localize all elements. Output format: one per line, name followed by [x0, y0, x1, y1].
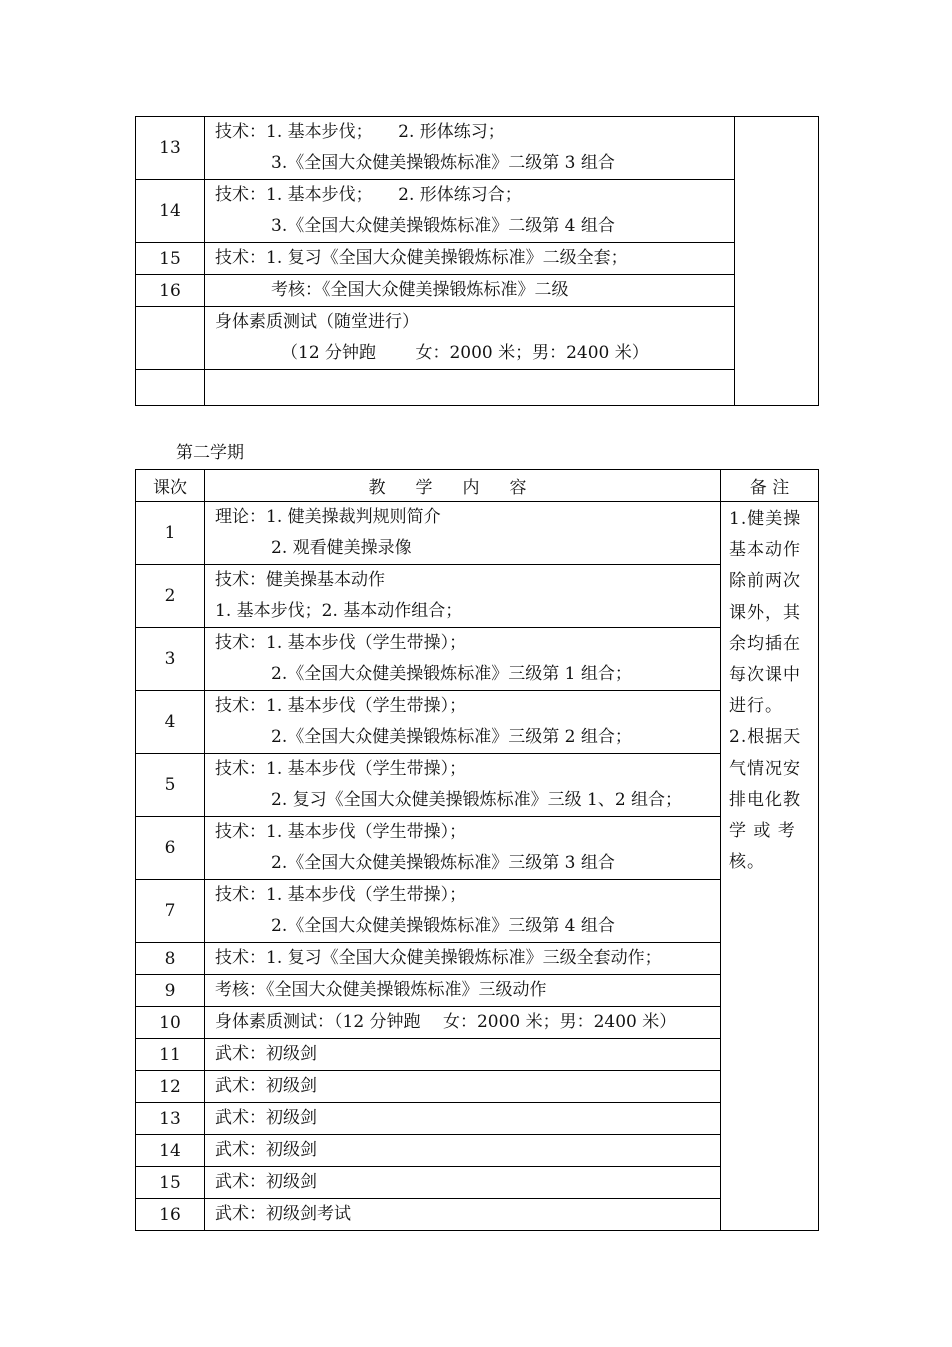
table-row	[136, 1199, 819, 1231]
table-row	[136, 691, 819, 754]
lesson-content	[205, 691, 721, 754]
table-row	[136, 628, 819, 691]
lesson-number	[136, 370, 205, 406]
table-row	[136, 1007, 819, 1039]
lesson-content	[205, 1167, 721, 1199]
table-row	[136, 754, 819, 817]
lesson-content	[205, 1039, 721, 1071]
content-line: 武术：初级剑	[215, 1172, 317, 1192]
lesson-number: 11	[136, 1039, 205, 1071]
content-line: 技术：1. 基本步伐（学生带操）；	[215, 822, 467, 842]
table-row	[136, 275, 819, 307]
lesson-content	[205, 502, 721, 565]
content-line: 2.《全国大众健美操锻炼标准》三级第 1 组合；	[271, 664, 632, 684]
content-line: 技术：1. 基本步伐（学生带操）；	[215, 885, 467, 905]
lesson-content	[205, 1135, 721, 1167]
content-line: 技术：1. 基本步伐； 2. 形体练习合；	[215, 185, 522, 205]
lesson-number: 2	[136, 565, 205, 628]
table-row	[136, 307, 819, 370]
lesson-number: 5	[136, 754, 205, 817]
table-row	[136, 1135, 819, 1167]
lesson-content	[205, 975, 721, 1007]
lesson-content	[205, 243, 735, 275]
lesson-content	[205, 370, 735, 406]
content-line: 技术：健美操基本动作	[215, 570, 385, 590]
lesson-content	[205, 275, 735, 307]
lesson-content	[205, 307, 735, 370]
lesson-content	[205, 880, 721, 943]
lesson-number: 4	[136, 691, 205, 754]
content-line: 武术：初级剑	[215, 1108, 317, 1128]
lesson-number: 8	[136, 943, 205, 975]
header-remark: 备 注	[721, 470, 819, 502]
table-row	[136, 1039, 819, 1071]
lesson-number: 10	[136, 1007, 205, 1039]
content-line: 技术：1. 基本步伐（学生带操）；	[215, 633, 467, 653]
lesson-number: 9	[136, 975, 205, 1007]
lesson-content	[205, 754, 721, 817]
lesson-content	[205, 180, 735, 243]
table-header	[136, 470, 819, 502]
header-content: 教学内容	[205, 470, 721, 502]
lesson-content	[205, 817, 721, 880]
content-line: 技术：1. 复习《全国大众健美操锻炼标准》三级全套动作；	[215, 948, 662, 968]
table-row	[136, 117, 819, 180]
remark-line: 学 或 考	[729, 821, 796, 842]
remark-line: 每次课中	[729, 665, 801, 686]
lesson-number: 14	[136, 1135, 205, 1167]
content-line: 理论：1. 健美操裁判规则简介	[215, 507, 441, 527]
content-line: 2. 复习《全国大众健美操锻炼标准》三级 1、2 组合；	[271, 790, 683, 810]
remark-line: 排电化教	[729, 789, 801, 810]
remark-line: 1.健美操	[729, 509, 802, 529]
table-row	[136, 1103, 819, 1135]
content-line: 2.《全国大众健美操锻炼标准》三级第 4 组合	[271, 916, 615, 936]
lesson-content	[205, 1199, 721, 1231]
lesson-number: 6	[136, 817, 205, 880]
lesson-number: 15	[136, 243, 205, 275]
content-line: 技术：1. 基本步伐； 2. 形体练习；	[215, 122, 505, 142]
content-line: 考核：《全国大众健美操锻炼标准》三级动作	[215, 980, 547, 1000]
table-row	[136, 243, 819, 275]
remark-line: 核。	[729, 852, 765, 873]
content-line: 3.《全国大众健美操锻炼标准》二级第 3 组合	[271, 153, 615, 173]
table-row	[136, 565, 819, 628]
remark-cell	[735, 117, 819, 406]
content-line: 3.《全国大众健美操锻炼标准》二级第 4 组合	[271, 216, 615, 236]
table-row	[136, 975, 819, 1007]
content-line: （12 分钟跑 女：2000 米；男：2400 米）	[281, 343, 649, 363]
remark-line: 2.根据天	[729, 727, 802, 748]
lesson-content	[205, 565, 721, 628]
lesson-number: 7	[136, 880, 205, 943]
content-line: 武术：初级剑考试	[215, 1204, 351, 1224]
lesson-number	[136, 307, 205, 370]
table-row	[136, 880, 819, 943]
lesson-content	[205, 1103, 721, 1135]
lesson-content	[205, 1071, 721, 1103]
header-lesson-number: 课次	[136, 470, 205, 502]
lesson-number: 13	[136, 117, 205, 180]
remark-line: 气情况安	[729, 758, 801, 779]
table-row	[136, 1167, 819, 1199]
lesson-content	[205, 943, 721, 975]
content-line: 身体素质测试（随堂进行）	[215, 312, 419, 332]
semester1-continuation-table	[135, 116, 819, 406]
lesson-content	[205, 628, 721, 691]
lesson-number: 16	[136, 275, 205, 307]
content-line: 技术：1. 基本步伐（学生带操）；	[215, 696, 467, 716]
remark-cell	[721, 502, 819, 1231]
table-row	[136, 502, 819, 565]
lesson-number: 3	[136, 628, 205, 691]
remark-line: 除前两次	[729, 571, 801, 592]
table-row	[136, 1071, 819, 1103]
remark-line: 课外，其	[729, 602, 801, 623]
table-row	[136, 370, 819, 406]
content-line: 技术：1. 基本步伐（学生带操）；	[215, 759, 467, 779]
remark-line: 进行。	[729, 696, 783, 717]
content-line: 武术：初级剑	[215, 1076, 317, 1096]
remark-line: 余均插在	[729, 633, 801, 654]
lesson-number: 15	[136, 1167, 205, 1199]
table-row	[136, 943, 819, 975]
content-line: 身体素质测试：（12 分钟跑 女：2000 米；男：2400 米）	[215, 1012, 677, 1032]
lesson-content	[205, 117, 735, 180]
table-row	[136, 817, 819, 880]
lesson-number: 13	[136, 1103, 205, 1135]
content-line: 武术：初级剑	[215, 1044, 317, 1064]
lesson-number: 16	[136, 1199, 205, 1231]
content-line: 2.《全国大众健美操锻炼标准》三级第 2 组合；	[271, 727, 632, 747]
content-line: 技术：1. 复习《全国大众健美操锻炼标准》二级全套；	[215, 248, 628, 268]
lesson-number: 12	[136, 1071, 205, 1103]
lesson-number: 1	[136, 502, 205, 565]
content-line: 考核：《全国大众健美操锻炼标准》二级	[271, 280, 569, 300]
remark-line: 基本动作	[729, 540, 801, 561]
content-line: 2.《全国大众健美操锻炼标准》三级第 3 组合	[271, 853, 615, 873]
content-line: 1. 基本步伐；2. 基本动作组合；	[215, 601, 463, 621]
semester2-table	[135, 469, 819, 1231]
table-row	[136, 180, 819, 243]
content-line: 武术：初级剑	[215, 1140, 317, 1160]
content-line: 2. 观看健美操录像	[271, 538, 412, 558]
semester-title: 第二学期	[176, 443, 244, 463]
lesson-number: 14	[136, 180, 205, 243]
lesson-content	[205, 1007, 721, 1039]
